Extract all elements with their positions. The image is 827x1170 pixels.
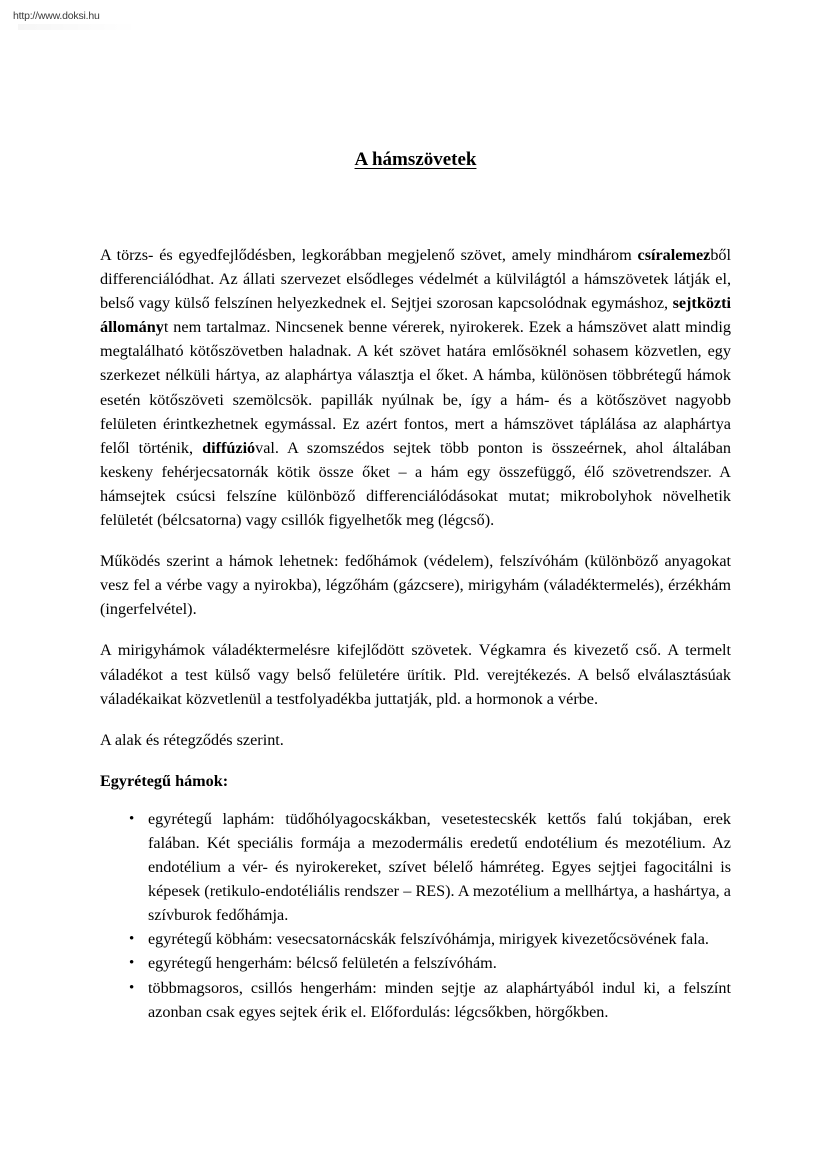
text-run: egyrétegű hengerhám: bélcső felületén a felszívóhám. (148, 954, 497, 973)
text-run: egyrétegű köbhám: vesecsatornácskák felszívóhámja, mirigyek kivezetőcsövének fala. (148, 930, 709, 949)
text-run: A alak és rétegződés szerint. (100, 730, 284, 749)
text-run: val. A szomszédos sejtek több ponton is összeérnek, ahol általában keskeny fehérjecsatornák kötik össze őket – a hám egy összefüggő, élő szövetrendszer. A hámsejtek csúcsi felszíne különböző differenciálódásokat mutat; mikrobolyhok növelhetik felületét (bélcsatorna) vagy csillók figyelhetők meg (légcső). (100, 438, 731, 530)
bullet-dot-icon: • (129, 955, 135, 972)
list-item-text (148, 954, 497, 972)
list-item-text (148, 979, 731, 1021)
paragraph-gland-epithelium (100, 638, 731, 710)
bullet-dot-icon: • (129, 810, 135, 827)
bullet-dot-icon: • (129, 931, 135, 948)
doksi-watermark-header: http://www.doksi.hu (13, 10, 100, 22)
list-item (100, 976, 731, 1024)
emphasis-term: diffúzió (202, 438, 256, 457)
text-run: ből differenciálódhat. Az állati szervezet elsődleges védelmét a külvilágtól a hámszövetek látják el, belső vagy külső felszínen helyezkednek el. Sejtjei szorosan kapcsolódnak egymáshoz, (100, 246, 731, 313)
text-run: egyrétegű laphám: tüdőhólyagocskákban, vesetestecskék kettős falú tokjában, erek falában. Két speciális formája a mezodermális eredetű endotélium és mezotélium. Az endotélium a vér- és nyirokereket, szívet bélelő hámréteg. Egyes sejtjei fagocitálni is képesek (retikulo-endotéliális rendszer – RES). A mezotélium a mellhártya, a hashártya, a szívburok fedőhámja. (148, 809, 731, 925)
single-layer-epithelia-list (100, 807, 731, 1024)
emphasis-term: sejtközti állomány (100, 294, 731, 337)
paragraph-intro (100, 243, 731, 532)
page-title (100, 150, 731, 169)
list-item (100, 951, 731, 975)
text-run: t nem tartalmaz. Nincsenek benne vérerek, nyirokerek. Ezek a hámszövet alatt mindig megtalálható kötőszövetben haladnak. A két szövet határa emlősöknél sohasem közvetlen, egy szerkezet nélküli hártya, az alaphártya választja el őket. A hámba, különösen többrétegű hámok esetén kötőszöveti szemölcsök. papillák nyúlnak be, így a hám- és a kötőszövet nagyobb felületen érintkezhetnek egymással. Ez azért fontos, mert a hámszövet táplálása az alaphártya felől történik, (100, 318, 731, 457)
paragraph-function-types (100, 549, 731, 621)
text-run: többmagsoros, csillós hengerhám: minden sejtje az alaphártyából indul ki, a felszínt azonban csak egyes sejtek érik el. Előfordulás: légcsőkben, hörgőkben. (148, 978, 731, 1021)
paragraph-shape-layering (100, 728, 731, 752)
page-title-text: A hámszövetek (354, 149, 477, 170)
scan-artifact (18, 24, 138, 30)
subheading-single-layer-epithelia: Egyrétegű hámok: (100, 771, 229, 790)
text-run: A törzs- és egyedfejlődésben, legkorábban megjelenő szövet, amely mindhárom (100, 246, 638, 264)
list-item-text (148, 810, 731, 924)
text-run: A mirigyhámok váladéktermelésre kifejlődött szövetek. Végkamra és kivezető cső. A termelt váladékot a test külső vagy belső felületére ürítik. Pld. verejtékezés. A belső elválasztásúak váladékaikat közvetlenül a testfolyadékba juttatják, pld. a hormonok a vérbe. (100, 641, 731, 708)
document-body (100, 243, 731, 1024)
bullet-dot-icon: • (129, 979, 135, 996)
text-run: Működés szerint a hámok lehetnek: fedőhámok (védelem), felszívóhám (különböző anyagokat vesz fel a vérbe vagy a nyirokba), légzőhám (gázcsere), mirigyhám (váladéktermelés), érzékhám (ingerfelvétel). (100, 552, 731, 619)
list-item (100, 927, 731, 951)
list-item-text (148, 930, 709, 948)
list-item (100, 807, 731, 927)
emphasis-term: csíralemez (637, 246, 711, 264)
